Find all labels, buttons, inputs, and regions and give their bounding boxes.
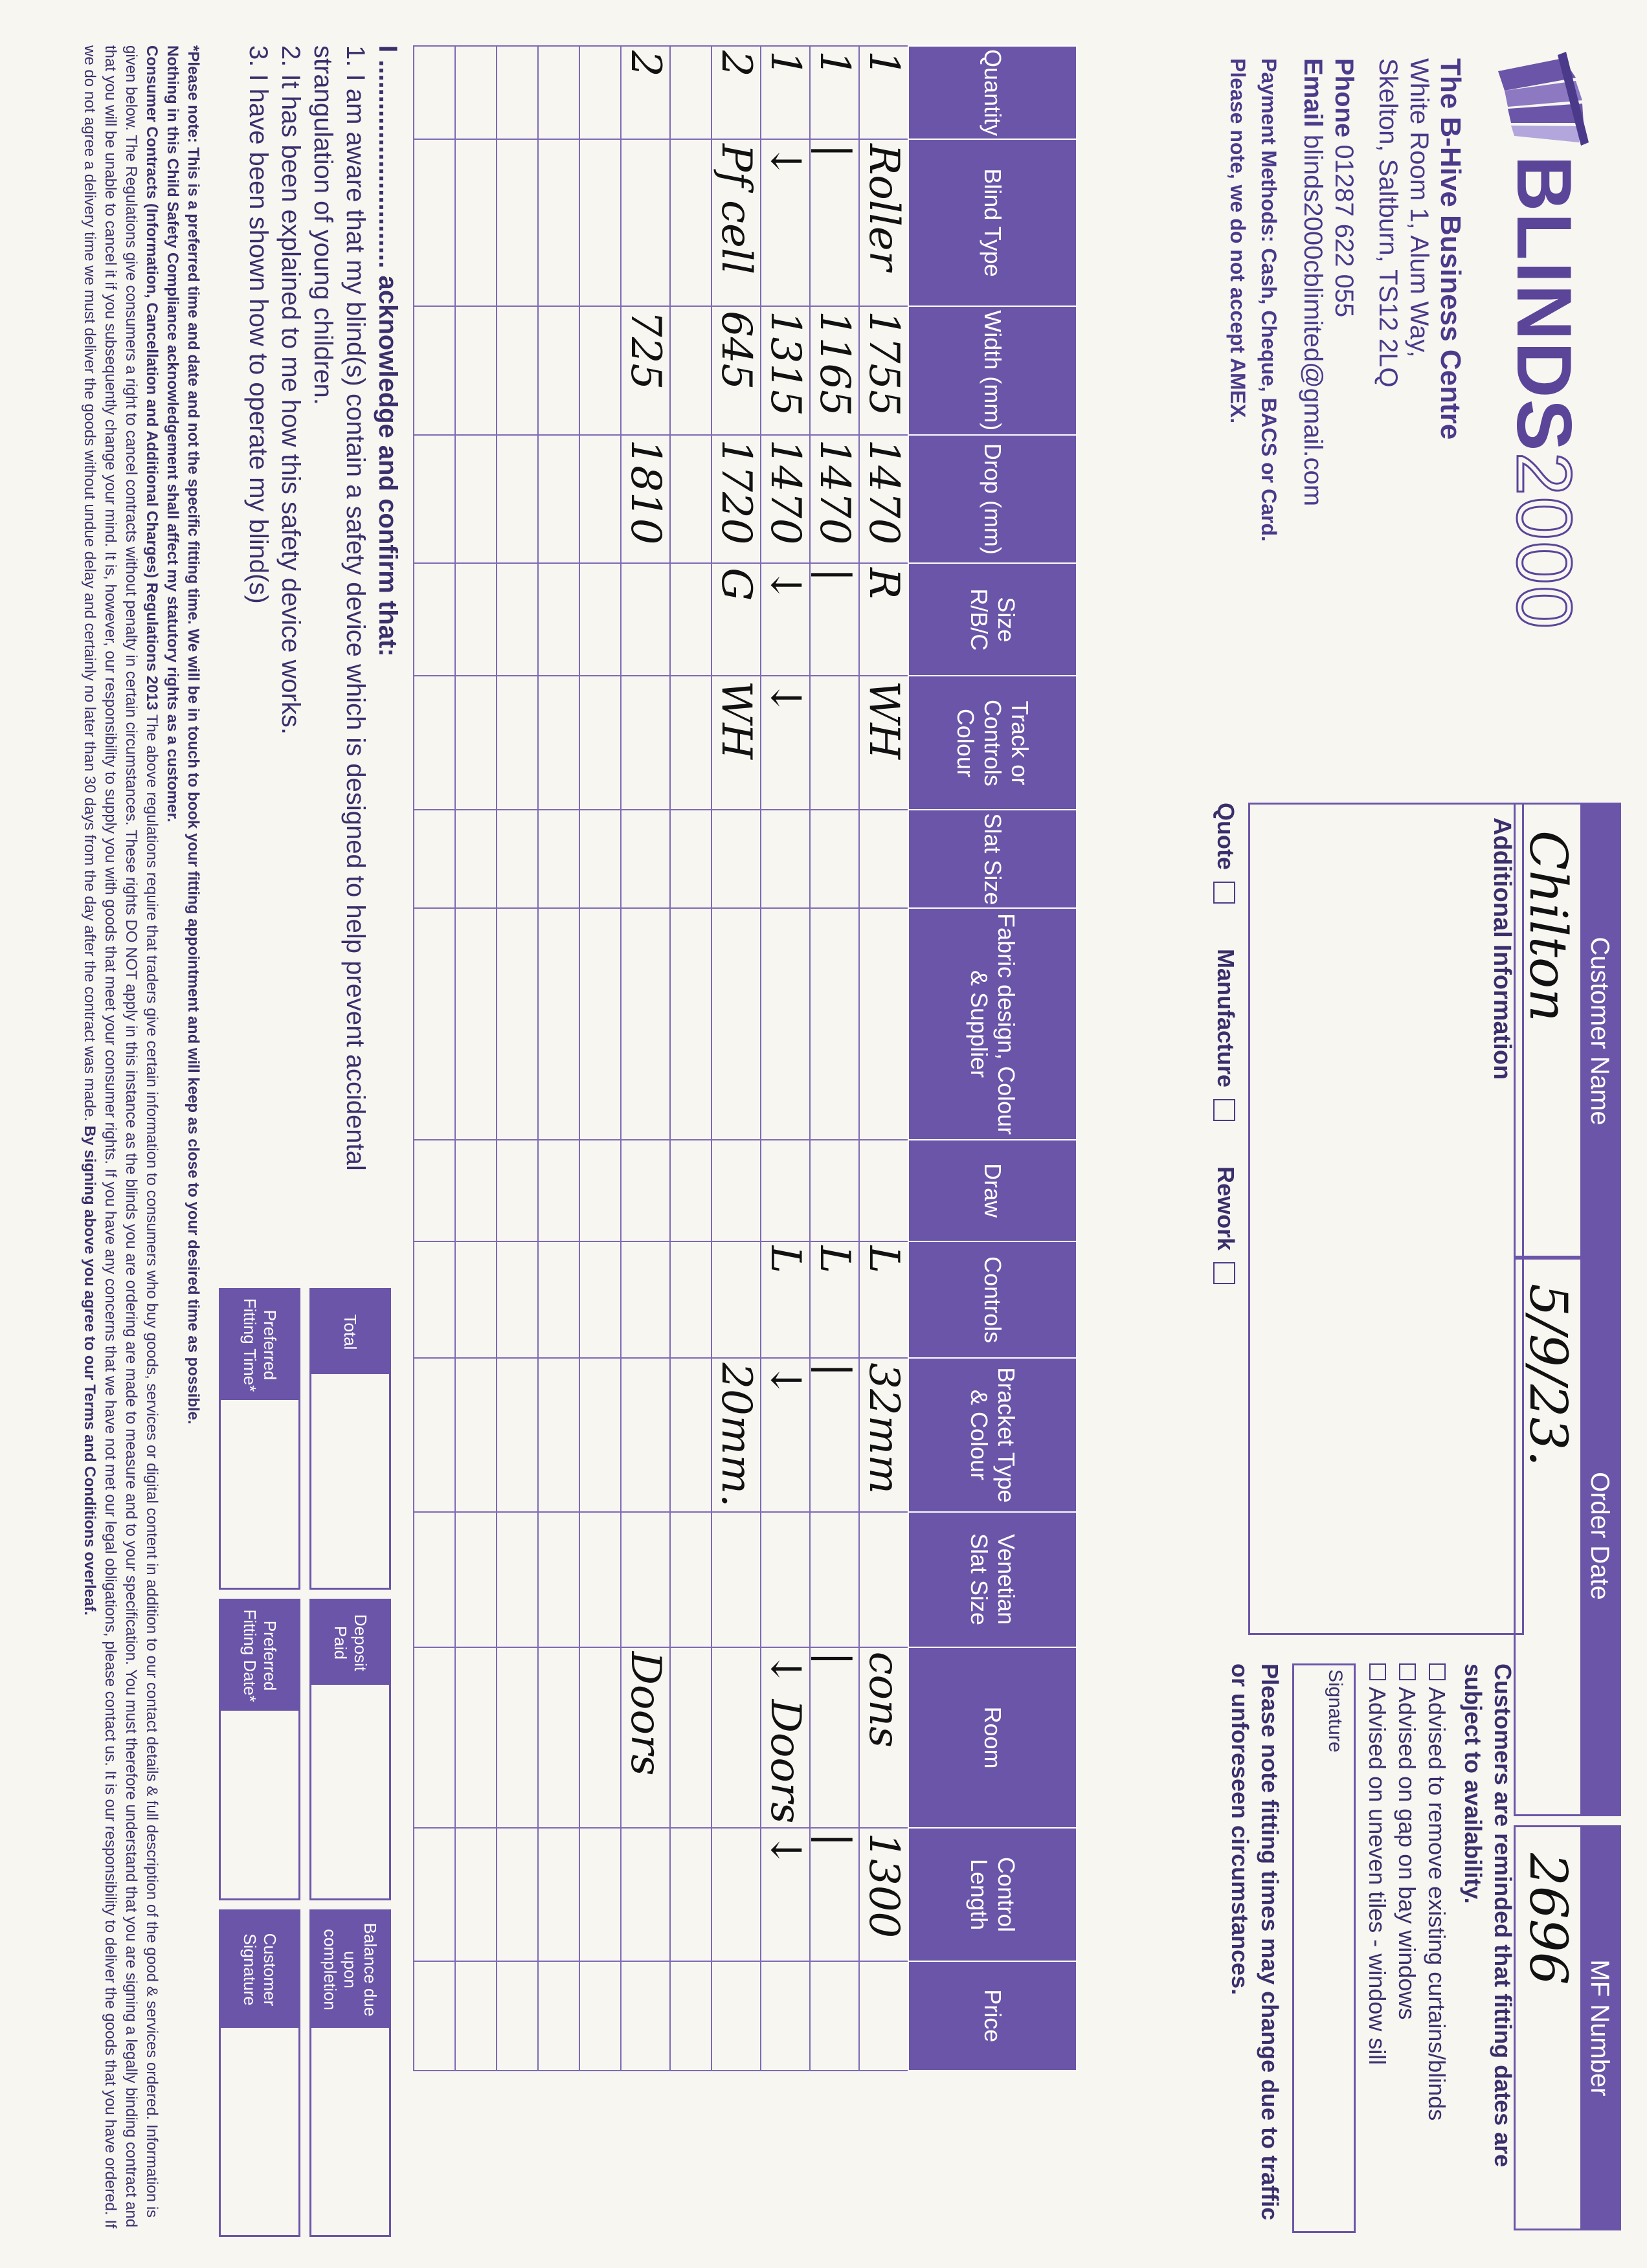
balance-box[interactable] [309,1909,391,2237]
table-cell[interactable]: R [859,563,908,676]
table-cell[interactable] [810,1512,859,1647]
table-cell[interactable] [497,306,538,435]
table-cell[interactable] [497,676,538,810]
mf-number-value: 2696 [1518,1853,1578,1985]
availability-reminder: Customers are reminded that fitting dates are subject to availability. [1460,1663,1516,2168]
fitting-time-note: Please note fitting times may change due to traffic or unforeseen circumstances. [1227,1663,1283,2221]
table-row [414,46,455,2071]
mf-number-box[interactable] [1514,1825,1621,2230]
table-cell[interactable] [414,563,455,676]
pref-time-box[interactable] [219,1288,300,1590]
table-cell[interactable]: 1315 [761,306,810,435]
table-cell[interactable] [711,908,761,1139]
table-cell[interactable] [455,563,497,676]
table-cell[interactable] [761,1140,810,1241]
table-cell[interactable]: 1810 [621,435,670,564]
table-cell[interactable] [621,676,670,810]
table-cell[interactable]: | [810,139,859,306]
table-cell[interactable]: WH [711,676,761,810]
table-cell[interactable] [497,908,538,1139]
table-header-row [908,46,1077,2071]
table-cell[interactable] [670,563,711,676]
table-cell[interactable] [621,908,670,1139]
table-row [621,46,670,2071]
table-cell[interactable] [414,1241,455,1359]
table-cell[interactable] [670,810,711,908]
table-cell[interactable] [621,563,670,676]
table-cell[interactable] [538,908,579,1139]
table-cell[interactable] [670,435,711,564]
table-cell[interactable] [859,1140,908,1241]
company-name: The B-Hive Business Centre [1435,58,1466,440]
table-cell[interactable] [859,908,908,1139]
table-cell[interactable] [538,563,579,676]
table-cell[interactable] [538,1358,579,1511]
advice-item-3[interactable] [1362,1663,1392,2233]
advice-label-3: Advised on uneven tiles - window sill [1364,1687,1391,2065]
table-cell[interactable] [497,810,538,908]
col-header-6: Slat Size [908,810,1077,908]
table-cell[interactable] [670,139,711,306]
additional-info-title: Additional Information [1488,817,1516,1080]
logo-mark-icon [1492,45,1602,149]
table-cell[interactable] [538,1961,579,2071]
table-cell[interactable] [414,435,455,564]
email-address: blinds2000cblimited@gmail.com [1299,134,1327,507]
order-date-value: 5/9/23. [1518,1284,1578,1467]
table-cell[interactable] [859,810,908,908]
table-cell[interactable] [810,1961,859,2071]
advice-checkbox-3[interactable] [1369,1663,1386,1680]
table-cell[interactable] [455,676,497,810]
pref-date-box[interactable] [219,1599,300,1900]
ack-intro: I ............................. acknowledge and confirm that: [374,45,402,657]
table-row [761,46,810,2071]
table-cell[interactable] [621,1828,670,1961]
col-header-12: Room [908,1647,1077,1829]
table-cell[interactable] [579,563,621,676]
table-cell[interactable]: L [859,1241,908,1359]
table-cell[interactable] [579,46,621,139]
table-cell[interactable] [810,908,859,1139]
table-row [538,46,579,2071]
table-cell[interactable]: ↓ [761,1358,810,1511]
table-cell[interactable] [455,810,497,908]
customer-signature-label: Customer Signature [221,1911,298,2028]
blinds2000-logo [1479,45,1608,630]
table-cell[interactable] [538,676,579,810]
mf-number-label: MF Number [1580,1827,1619,2229]
col-header-8: Draw [908,1140,1077,1241]
table-body [414,46,908,2071]
table-row [810,46,859,2071]
table-cell[interactable] [579,1241,621,1359]
table-cell[interactable] [579,1647,621,1829]
table-cell[interactable] [711,810,761,908]
table-cell[interactable] [670,1828,711,1961]
table-cell[interactable] [455,1961,497,2071]
col-header-13: Control Length [908,1828,1077,1961]
table-cell[interactable]: 1300 [859,1828,908,1961]
table-row [859,46,908,2071]
table-cell[interactable]: Pf cell [711,139,761,306]
table-cell[interactable] [621,1140,670,1241]
col-header-3: Drop (mm) [908,435,1077,564]
regulations-title: Consumer Contracts (Information, Cancellation and Additional Charges) Regulations 2013 [143,45,161,711]
table-cell[interactable]: 1 [810,46,859,139]
table-cell[interactable] [414,1512,455,1647]
table-cell[interactable] [579,1961,621,2071]
table-cell[interactable] [414,1140,455,1241]
table-cell[interactable] [538,1828,579,1961]
table-cell[interactable]: L [810,1241,859,1359]
table-row [579,46,621,2071]
table-cell[interactable]: 645 [711,306,761,435]
table-cell[interactable] [455,1140,497,1241]
total-label: Total [311,1290,389,1374]
table-cell[interactable] [579,1512,621,1647]
pref-time-label: Preferred Fitting Time* [221,1290,298,1400]
table-cell[interactable] [497,1512,538,1647]
table-cell[interactable]: | [810,1647,859,1829]
table-cell[interactable] [497,1140,538,1241]
col-header-14: Price [908,1961,1077,2071]
table-cell[interactable] [455,435,497,564]
terms-signing-note: By signing above you agree to our Terms and Conditions overleaf. [81,1125,98,1616]
statutory-rights-note: Nothing in this Child Safety Compliance acknowledgement shall affect my statutory rights as a customer. [164,45,181,823]
table-cell[interactable] [579,139,621,306]
table-cell[interactable] [579,1140,621,1241]
table-cell[interactable]: WH [859,676,908,810]
table-cell[interactable]: cons [859,1647,908,1829]
col-header-10: Bracket Type & Colour [908,1358,1077,1511]
table-cell[interactable] [497,1241,538,1359]
table-cell[interactable] [621,139,670,306]
table-cell[interactable] [579,306,621,435]
table-cell[interactable]: ↓ [761,676,810,810]
table-cell[interactable] [859,1512,908,1647]
table-cell[interactable]: ↓ Doors [761,1647,810,1829]
table-cell[interactable]: 1 [859,46,908,139]
table-cell[interactable] [711,1241,761,1359]
table-cell[interactable]: 725 [621,306,670,435]
company-details [1222,58,1466,641]
table-cell[interactable]: ↓ [761,139,810,306]
col-header-2: Width (mm) [908,306,1077,435]
balance-label: Balance due upon completion [311,1911,389,2028]
deposit-box[interactable] [309,1599,391,1900]
table-row [711,46,761,2071]
table-cell[interactable]: 32mm [859,1358,908,1511]
table-cell[interactable] [579,676,621,810]
table-cell[interactable] [497,435,538,564]
table-cell[interactable] [761,810,810,908]
rework-checkbox[interactable] [1213,1262,1235,1284]
table-cell[interactable] [538,306,579,435]
table-cell[interactable] [670,1647,711,1829]
customer-name-box[interactable] [1514,803,1621,1260]
brand-number: 2000 [1501,452,1587,630]
deposit-label: Deposit Paid [311,1601,389,1685]
table-cell[interactable]: Doors [621,1647,670,1829]
table-cell[interactable] [711,1828,761,1961]
manufacture-label: Manufacture [1213,949,1239,1088]
table-cell[interactable] [761,908,810,1139]
table-cell[interactable]: ↓ [761,1828,810,1961]
advice-checkbox-2[interactable] [1399,1663,1416,1680]
table-cell[interactable]: 1 [761,46,810,139]
table-cell[interactable]: | [810,563,859,676]
advice-label-2: Advised on gap on bay windows [1394,1687,1420,2020]
col-header-9: Controls [908,1241,1077,1359]
reminder-panel [1225,1663,1518,2233]
customer-name-label: Customer Name [1580,805,1619,1258]
col-header-0: Quantity [908,46,1077,139]
order-date-label: Order Date [1580,1258,1619,1814]
rework-label: Rework [1213,1166,1239,1251]
table-cell[interactable] [538,435,579,564]
table-row [670,46,711,2071]
regulations-text: The above regulations require that traders give certain information to consumers who buy goods, services or digital content in addition to our contact details & full description of the good & services ordered. Information is given below. The Regulations give consumers a right to cancel contracts without penalty in certain circumstances. These rights DO NOT apply in this instance as the blinds you are ordering are made to measure and to your specification. You must therefore understand that you are signing a legally binding contract and that you will be unable to cancel it if you subsequently change your mind. It is, however, our responsibility to supply you with goods that meet your consumer rights. If you have any concerns that we have not met our legal obligations, please contact us. It is our responsibility to deliver the goods that you have ordered. If we do not agree a delivery time we must deliver the goods without undue delay and certainly no later than 30 days from the day after the contract was made. [81,45,161,2229]
advice-item-2[interactable] [1392,1663,1422,2233]
child-safety-acknowledgement [242,45,404,1275]
table-cell[interactable] [859,1961,908,2071]
table-cell[interactable] [711,1647,761,1829]
table-cell[interactable] [621,1358,670,1511]
table-cell[interactable] [621,810,670,908]
table-cell[interactable] [455,1828,497,1961]
table-cell[interactable] [414,1358,455,1511]
email-label: Email [1299,58,1327,128]
table-cell[interactable]: 2 [711,46,761,139]
table-cell[interactable] [497,1647,538,1829]
table-cell[interactable] [711,1512,761,1647]
quote-checkbox[interactable] [1213,882,1235,904]
advice-checkbox-1[interactable] [1429,1663,1446,1680]
company-address-line2: Skelton, Saltburn, TS12 2LQ [1374,58,1402,388]
table-cell[interactable]: 1470 [810,435,859,564]
table-row [455,46,497,2071]
table-cell[interactable] [670,306,711,435]
company-address-line1: White Room 1, Alum Way, [1405,58,1433,358]
preferred-time-note: *Please note: This is a preferred time and date and not the specific fitting time. We will be in touch to book your fitting appointment and will keep as close to your desired time as possible. [185,45,202,1425]
table-cell[interactable] [414,1647,455,1829]
table-cell[interactable] [538,1512,579,1647]
table-cell[interactable] [455,1512,497,1647]
table-cell[interactable] [414,139,455,306]
table-cell[interactable] [670,46,711,139]
table-cell[interactable] [414,676,455,810]
table-cell[interactable]: L [761,1241,810,1359]
payment-methods: Payment Methods: Cash, Cheque, BACS or Card. [1257,58,1281,542]
table-cell[interactable] [497,46,538,139]
col-header-4: Size R/B/C [908,563,1077,676]
amex-note: Please note, we do not accept AMEX. [1226,58,1249,424]
table-cell[interactable] [414,1961,455,2071]
additional-info-box[interactable] [1248,803,1524,1635]
footer-small-print [79,45,203,2233]
table-cell[interactable] [538,139,579,306]
customer-signature-box[interactable] [219,1909,300,2237]
table-cell[interactable] [414,46,455,139]
table-cell[interactable] [670,908,711,1139]
table-cell[interactable] [455,908,497,1139]
manufacture-checkbox[interactable] [1213,1099,1235,1121]
table-cell[interactable] [579,1358,621,1511]
table-cell[interactable] [579,1828,621,1961]
table-cell[interactable] [761,1512,810,1647]
table-cell[interactable]: 1755 [859,306,908,435]
table-cell[interactable]: | [810,1358,859,1511]
order-type-options [1212,803,1239,1644]
table-cell[interactable]: 1720 [711,435,761,564]
col-header-11: Venetian Slat Size [908,1512,1077,1647]
table-cell[interactable] [538,810,579,908]
table-cell[interactable]: 2 [621,46,670,139]
col-header-5: Track or Controls Colour [908,676,1077,810]
table-cell[interactable] [414,810,455,908]
table-cell[interactable] [670,1241,711,1359]
table-cell[interactable] [455,1241,497,1359]
table-cell[interactable] [810,676,859,810]
table-cell[interactable] [414,908,455,1139]
table-cell[interactable] [670,1358,711,1511]
table-cell[interactable] [810,1140,859,1241]
table-cell[interactable] [497,1961,538,2071]
table-cell[interactable] [414,306,455,435]
order-table [413,45,1077,2071]
total-box[interactable] [309,1288,391,1590]
table-cell[interactable] [579,810,621,908]
table-cell[interactable] [810,810,859,908]
table-cell[interactable]: 20mm. [711,1358,761,1511]
table-cell[interactable] [538,1241,579,1359]
table-cell[interactable] [621,1241,670,1359]
table-cell[interactable] [538,46,579,139]
table-cell[interactable] [497,1358,538,1511]
order-date-box[interactable] [1514,1256,1621,1816]
table-cell[interactable] [538,1647,579,1829]
table-cell[interactable] [579,908,621,1139]
table-cell[interactable] [455,1647,497,1829]
table-cell[interactable] [621,1512,670,1647]
table-cell[interactable]: 1165 [810,306,859,435]
table-cell[interactable] [670,1140,711,1241]
table-cell[interactable] [670,1961,711,2071]
phone-label: Phone [1330,58,1358,138]
table-cell[interactable]: 1470 [859,435,908,564]
table-cell[interactable] [497,563,538,676]
ack-item-2: 2. It has been explained to me how this safety device works. [276,45,305,735]
quote-label: Quote [1213,803,1239,870]
table-cell[interactable]: 1470 [761,435,810,564]
signature-box[interactable] [1292,1663,1356,2233]
table-cell[interactable] [414,1828,455,1961]
ack-item-1: 1. I am aware that my blind(s) contain a safety device which is designed to help prevent accidental strangulation of young children. [309,45,370,1171]
table-cell[interactable] [455,1358,497,1511]
signature-label: Signature [1325,1669,1346,1753]
col-header-1: Blind Type [908,139,1077,306]
table-cell[interactable]: ↓ [761,563,810,676]
brand-name [1499,155,1589,630]
pref-date-label: Preferred Fitting Date* [221,1601,298,1711]
table-cell[interactable]: | [810,1828,859,1961]
phone-number: 01287 622 055 [1330,144,1358,318]
table-cell[interactable] [711,1140,761,1241]
table-cell[interactable] [670,1512,711,1647]
advice-label-1: Advised to remove existing curtains/blinds [1424,1687,1450,2121]
customer-name-value: Chilton [1518,830,1578,1022]
table-cell[interactable] [579,435,621,564]
col-header-7: Fabric design, Colour & Supplier [908,908,1077,1139]
table-cell[interactable] [455,139,497,306]
table-cell[interactable]: Roller [859,139,908,306]
table-cell[interactable] [497,139,538,306]
table-cell[interactable] [455,46,497,139]
table-cell[interactable] [497,1828,538,1961]
ack-item-3: 3. I have been shown how to operate my blind(s) [244,45,273,604]
brand-bold: BLINDS [1501,155,1587,452]
advice-item-1[interactable] [1422,1663,1451,2233]
table-cell[interactable] [711,1961,761,2071]
table-cell[interactable] [761,1961,810,2071]
table-cell[interactable] [455,306,497,435]
table-cell[interactable] [670,676,711,810]
table-row [497,46,538,2071]
table-cell[interactable] [621,1961,670,2071]
table-cell[interactable] [538,1140,579,1241]
table-cell[interactable]: G [711,563,761,676]
